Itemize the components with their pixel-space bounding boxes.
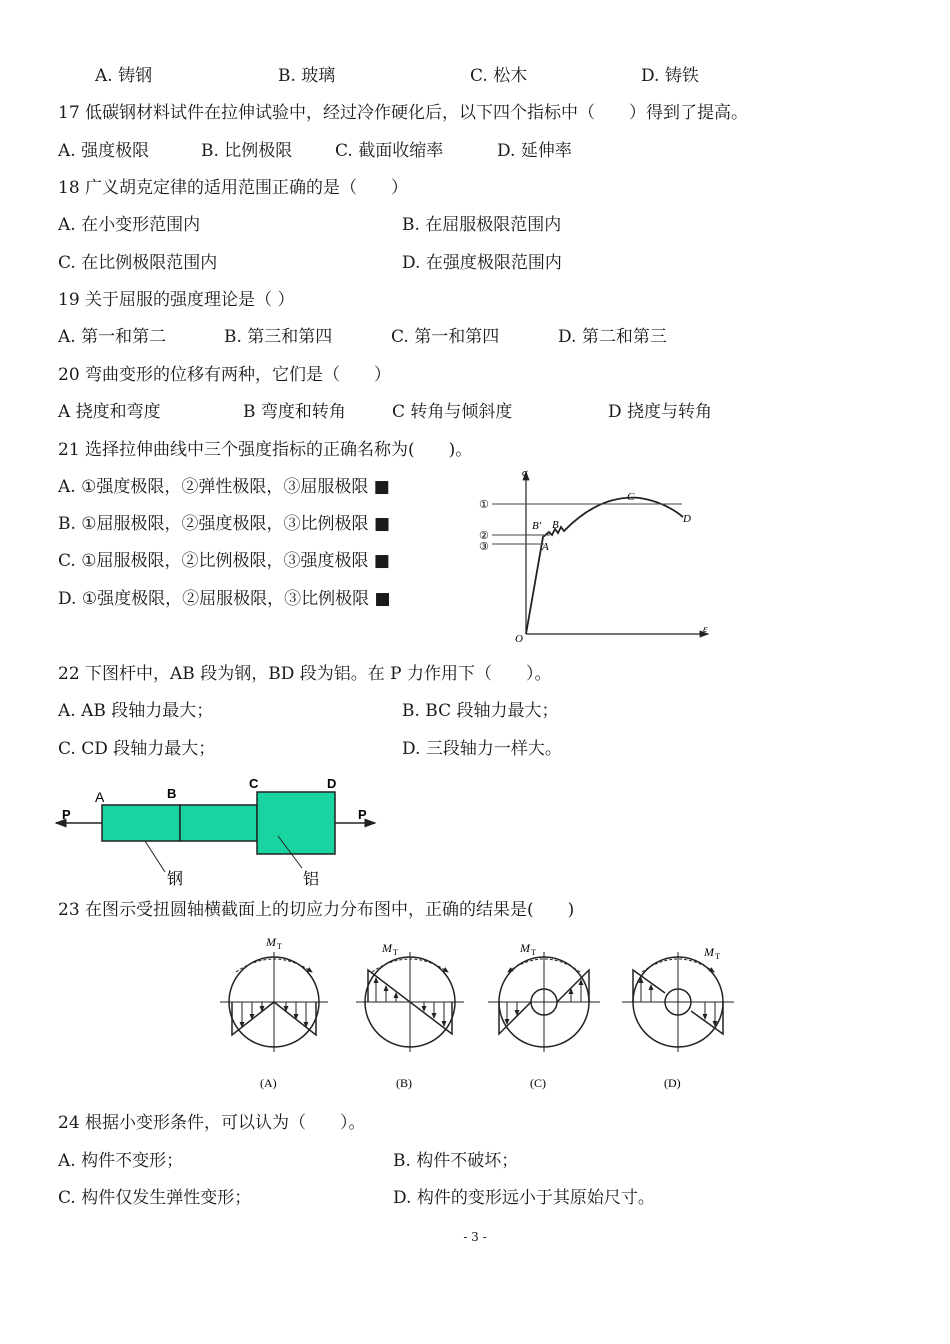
tension-curve [526,498,683,634]
q24-option-b: B. 构件不破坏； [393,1151,519,1171]
stress-strain-figure [470,462,730,647]
q16-option-d: D. 铸铁 [641,66,699,86]
bar-figure [50,770,390,890]
a-label: A [95,789,105,805]
q19-option-a: A. 第一和第二 [58,327,167,347]
figure-c [488,941,600,1090]
q19-stem: 19 关于屈服的强度理论是（ ） [58,290,295,310]
q22-option-a: A. AB 段轴力最大； [58,701,214,721]
q21-option-d: D. ①强度极限，②屈服极限，③比例极限 ■ [58,589,391,609]
p-right-label: P [358,807,367,822]
mt-label-b: M [382,941,392,955]
shear-stress-figures [210,930,740,1100]
q18-option-c: C. 在比例极限范围内 [58,253,218,273]
bc-segment [180,805,257,841]
q21-option-c: C. ①屈服极限，②比例极限，③强度极限 ■ [58,551,390,571]
label-a: (A) [260,1076,277,1090]
q22-stem: 22 下图杆中，AB 段为钢，BD 段为铝。在 P 力作用下（ ）。 [58,664,552,684]
q17-option-b: B. 比例极限 [201,141,293,161]
q21-option-a: A. ①强度极限，②弹性极限，③屈服极限 ■ [58,477,390,497]
q17-stem: 17 低碳钢材料试件在拉伸试验中，经过冷作硬化后，以下四个指标中（ ）得到了提高。 [58,103,749,123]
q18-option-d: D. 在强度极限范围内 [402,253,562,273]
q19-option-b: B. 第三和第四 [224,327,333,347]
q20-option-d: D 挠度与转角 [608,402,713,422]
q20-stem: 20 弯曲变形的位移有两种，它们是（ ） [58,365,392,385]
mt-sub-d: T [715,952,720,961]
q19-option-d: D. 第二和第三 [558,327,667,347]
epsilon-label: ε [703,623,708,635]
q18-option-a: A. 在小变形范围内 [58,215,201,235]
q22-option-d: D. 三段轴力一样大。 [402,739,562,759]
q23-stem: 23 在图示受扭圆轴横截面上的切应力分布图中，正确的结果是( ) [58,900,575,920]
page-number: - 3 - [463,1230,487,1244]
q20-option-a: A 挠度和弯度 [58,402,161,422]
q17-option-c: C. 截面收缩率 [335,141,444,161]
figure-d [622,945,734,1090]
q22-option-c: C. CD 段轴力最大； [58,739,216,759]
steel-segment [102,805,180,841]
aluminum-label: 铝 [303,871,320,888]
cd-segment [257,792,335,854]
point-bp-label: B′ [532,520,542,532]
q21-option-b: B. ①屈服极限，②强度极限，③比例极限 ■ [58,514,391,534]
q20-option-c: C 转角与倾斜度 [392,402,513,422]
marker-1: ① [479,499,489,511]
q24-option-c: C. 构件仅发生弹性变形； [58,1188,252,1208]
label-d: (D) [664,1076,681,1090]
sigma-label: σ [522,467,528,479]
q24-option-a: A. 构件不变形； [58,1151,184,1171]
c-label: C [249,776,259,791]
d-label: D [327,776,337,791]
label-b: (B) [396,1076,412,1090]
q17-option-d: D. 延伸率 [497,141,572,161]
b-label: B [167,786,177,801]
point-b-label: B [552,519,559,531]
q24-option-d: D. 构件的变形远小于其原始尺寸。 [393,1188,655,1208]
q17-option-a: A. 强度极限 [58,141,150,161]
label-c: (C) [530,1076,546,1090]
mt-sub-c: T [531,948,536,957]
p-left-label: P [62,807,71,822]
mt-sub-b: T [393,948,398,957]
q18-stem: 18 广义胡克定律的适用范围正确的是（ ） [58,178,409,198]
mt-sub-a: T [277,942,282,951]
q16-option-c: C. 松木 [470,66,528,86]
q21-stem: 21 选择拉伸曲线中三个强度指标的正确名称为( )。 [58,440,473,460]
point-a-label: A [542,541,549,553]
q24-stem: 24 根据小变形条件，可以认为（ ）。 [58,1113,366,1133]
q19-option-c: C. 第一和第四 [391,327,500,347]
figure-b [356,941,464,1090]
q20-option-b: B 弯度和转角 [243,402,346,422]
q16-option-a: A. 铸钢 [95,66,153,86]
q18-option-b: B. 在屈服极限范围内 [402,215,562,235]
point-d-label: D [683,513,691,525]
marker-2: ② [479,530,489,542]
point-c-label: C [627,491,635,503]
q16-option-b: B. 玻璃 [278,66,336,86]
marker-3: ③ [479,541,489,553]
steel-leader [145,841,165,872]
mt-label-a: M [266,935,276,949]
origin-label: O [515,633,523,645]
q22-option-b: B. BC 段轴力最大； [402,701,559,721]
mt-label-c: M [520,941,530,955]
steel-label: 钢 [167,871,184,888]
mt-label-d: M [704,945,714,959]
figure-a [220,935,328,1090]
